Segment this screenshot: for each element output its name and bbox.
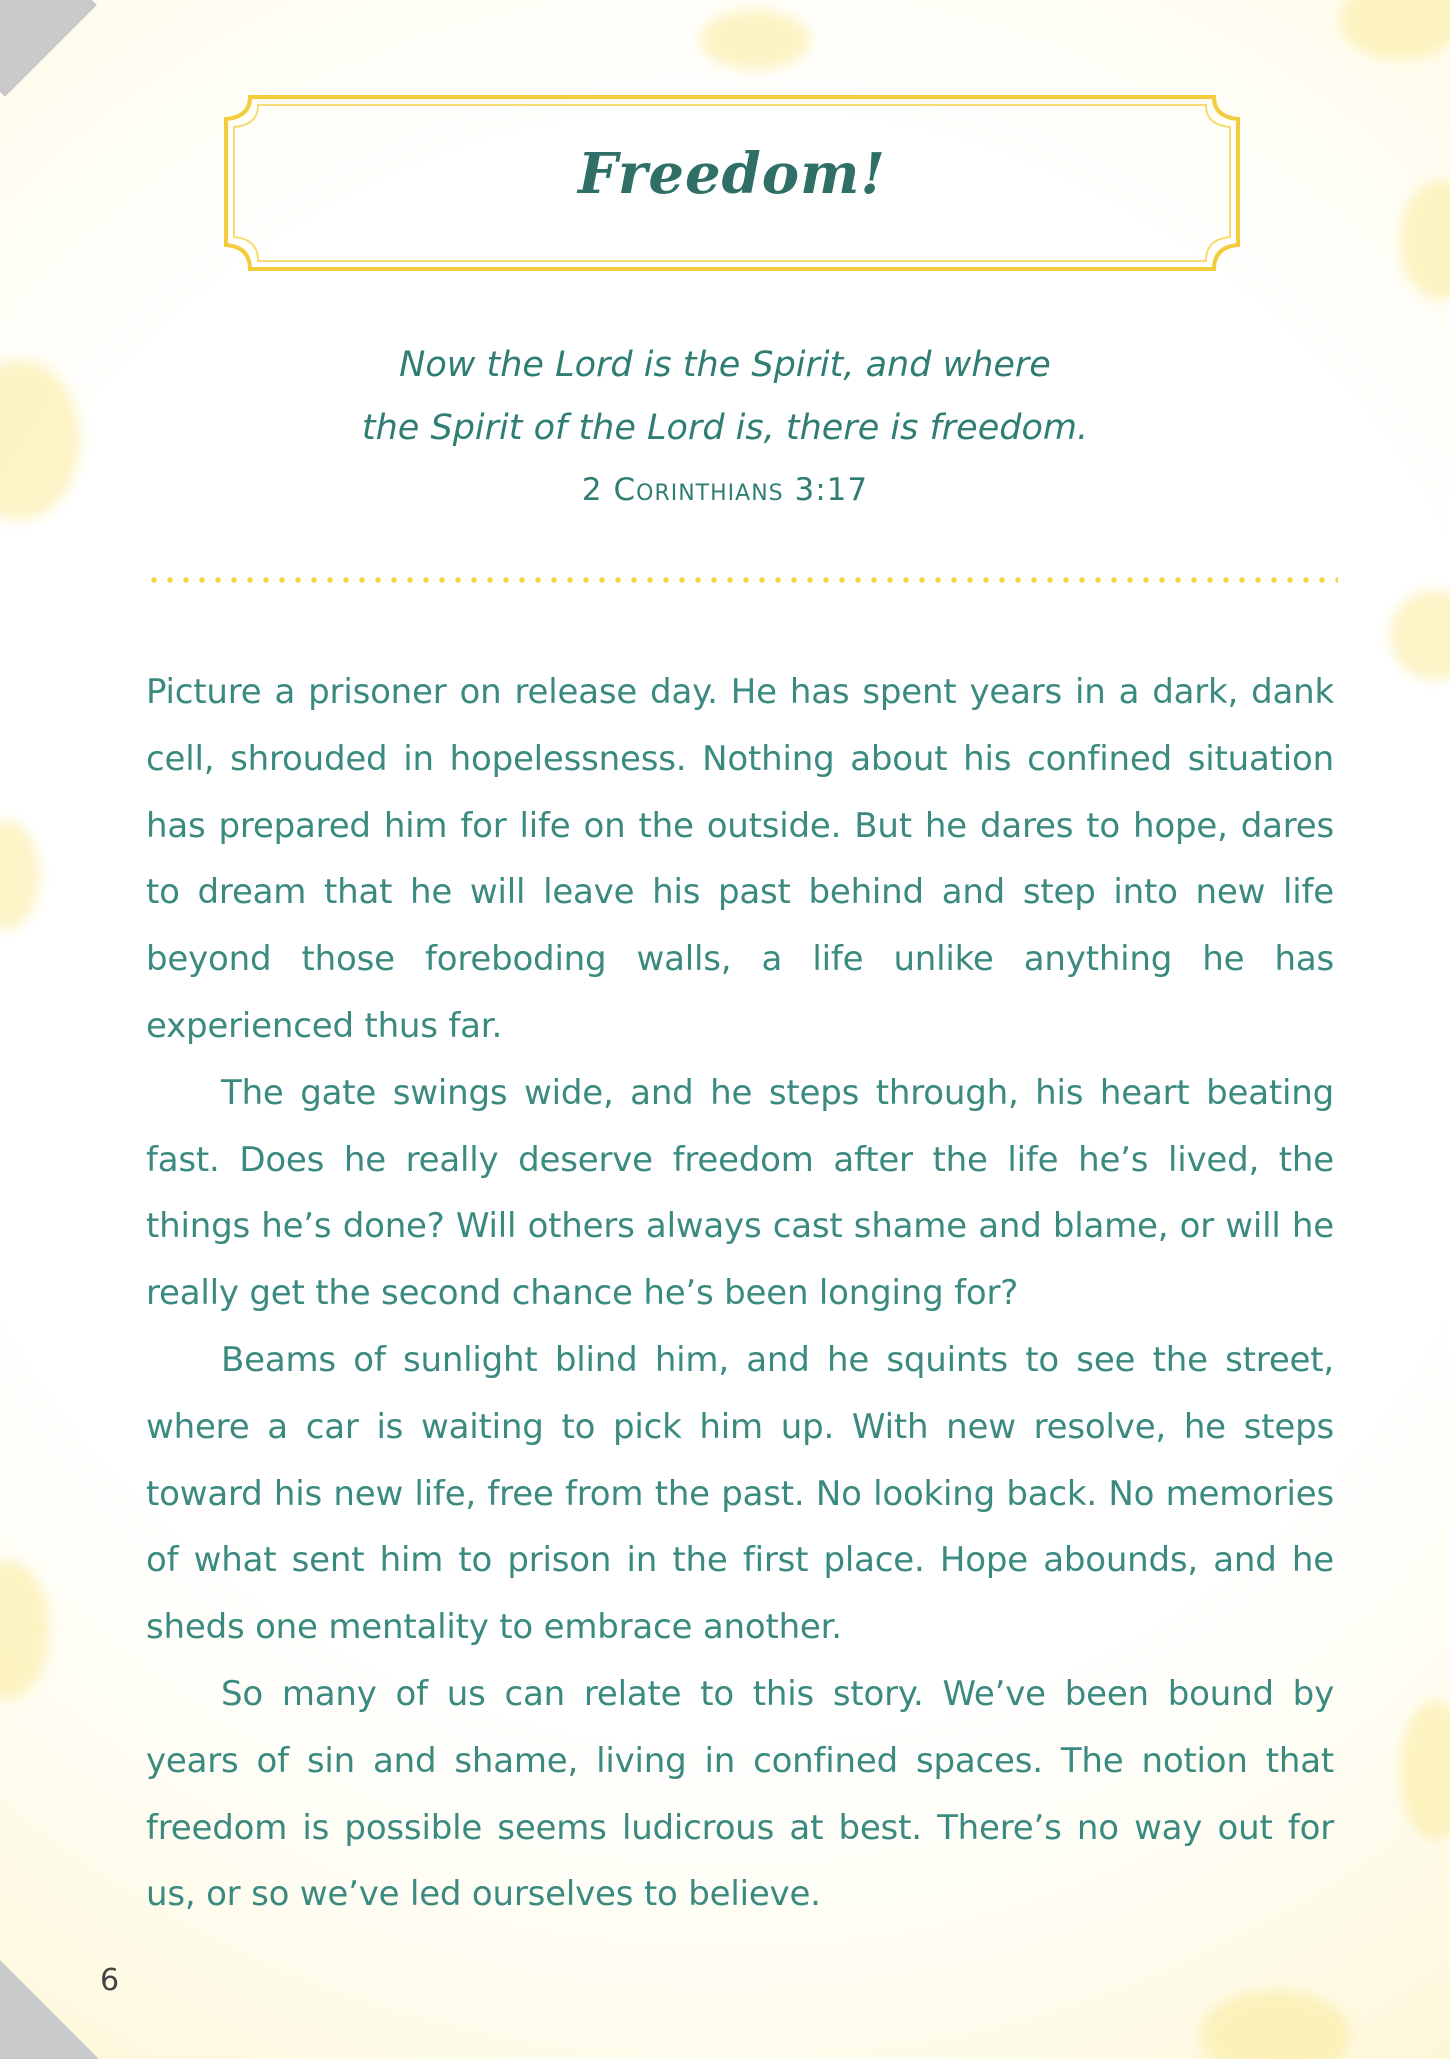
background-blob [1340,0,1450,60]
background-blob [1400,180,1450,300]
paragraph-1: Picture a prisoner on release day. He has spent years in a dark, dank cell, shrouded in hopelessness. Nothing about his confined situation has prepared him for life on the outside. But he dares to hope, dares to dream that he will leave his past behind and step into new life beyond those foreboding walls, a life unlike anything he has experienced thus far. [146,672,1334,1046]
paragraph-4: So many of us can relate to this story. We’ve been bound by years of sin and shame, living in confined spaces. The notion that freedom is possible seems ludicrous at best. There’s no way out for us, or so we’ve led ourselves to believe. [146,1673,1334,1915]
dotted-divider [146,575,1338,585]
background-blob [700,10,810,70]
background-blob [0,1560,50,1700]
page-number: 6 [100,1963,120,1998]
page-corner-bottom-left [0,1960,99,2059]
background-blob [1400,1700,1450,1840]
verse-line-2: the Spirit of the Lord is, there is freedom. [361,408,1089,448]
page-corner-top-left [0,0,97,97]
body-text [146,659,1334,1928]
background-blob [1200,1990,1350,2059]
paragraph-3: Beams of sunlight blind him, and he squints to see the street, where a car is waiting to pick him up. With new resolve, he steps toward his new life, free from the past. No looking back. No memories of what sent him to prison in the first place. Hope abounds, and he sheds one mentality to embrace another. [146,1339,1334,1648]
background-blob [0,360,80,520]
title-frame [222,93,1242,273]
background-blob [0,820,40,930]
verse-line-1: Now the Lord is the Spirit, and where [399,345,1051,385]
page-title: Freedom! [578,141,886,207]
verse-reference: 2 Corinthians 3:17 [581,472,869,508]
background-blob [1390,590,1450,680]
paragraph-2: The gate swings wide, and he steps through, his heart beating fast. Does he really deserve freedom after the life he’s lived, the things he’s done? Will others always cast shame and blame, or will he really get the second chance he’s been longing for? [146,1072,1334,1314]
